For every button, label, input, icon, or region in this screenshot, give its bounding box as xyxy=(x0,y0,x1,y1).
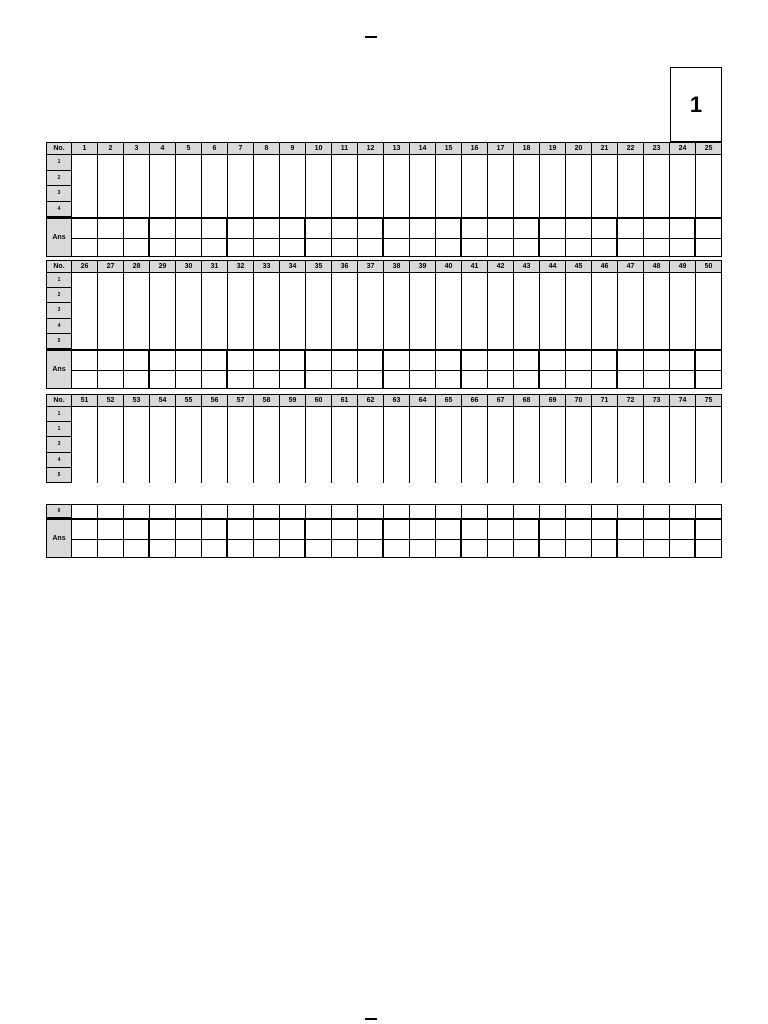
answer-block-1 xyxy=(46,142,722,257)
option-column[interactable] xyxy=(566,273,592,349)
question-number: 41 xyxy=(462,261,488,272)
question-number: 3 xyxy=(124,143,150,154)
option-column[interactable] xyxy=(72,407,98,483)
option-column[interactable] xyxy=(618,273,644,349)
question-number: 62 xyxy=(358,395,384,406)
option-column[interactable] xyxy=(644,407,670,483)
page-number: 1 xyxy=(689,91,703,117)
option-column[interactable] xyxy=(280,273,306,349)
question-number: 30 xyxy=(176,261,202,272)
question-number: 8 xyxy=(254,143,280,154)
block-2-option-columns xyxy=(72,273,722,349)
block-1-answer-divider xyxy=(72,238,722,239)
question-number: 10 xyxy=(306,143,332,154)
block-3-option-columns xyxy=(72,407,722,483)
option-column[interactable] xyxy=(228,504,254,518)
top-page-mark xyxy=(365,36,377,38)
option-column[interactable] xyxy=(514,273,540,349)
option-column[interactable] xyxy=(124,155,150,217)
option-column[interactable] xyxy=(176,155,202,217)
option-label: 2 xyxy=(47,171,71,187)
question-number: 68 xyxy=(514,395,540,406)
option-column[interactable] xyxy=(670,504,696,518)
option-column[interactable] xyxy=(202,504,228,518)
option-column[interactable] xyxy=(540,504,566,518)
question-number: 15 xyxy=(436,143,462,154)
option-column[interactable] xyxy=(332,273,358,349)
option-column[interactable] xyxy=(332,504,358,518)
option-column[interactable] xyxy=(202,273,228,349)
option-column[interactable] xyxy=(150,155,176,217)
question-number: 58 xyxy=(254,395,280,406)
question-number: 5 xyxy=(176,143,202,154)
option-column[interactable] xyxy=(696,504,722,518)
question-number: 47 xyxy=(618,261,644,272)
question-number: 74 xyxy=(670,395,696,406)
ans-label: Ans xyxy=(46,219,72,256)
option-column[interactable] xyxy=(72,504,98,518)
option-column[interactable] xyxy=(644,273,670,349)
option-column[interactable] xyxy=(436,407,462,483)
question-number: 50 xyxy=(696,261,722,272)
option-column[interactable] xyxy=(176,504,202,518)
option-label: 5 xyxy=(47,334,71,349)
question-number: 70 xyxy=(566,395,592,406)
question-number: 9 xyxy=(280,143,306,154)
option-column[interactable] xyxy=(410,155,436,217)
answer-block-3 xyxy=(46,394,722,483)
question-number: 33 xyxy=(254,261,280,272)
option-column[interactable] xyxy=(202,155,228,217)
option-column[interactable] xyxy=(306,273,332,349)
option-column[interactable] xyxy=(124,273,150,349)
option-column[interactable] xyxy=(592,407,618,483)
question-number: 13 xyxy=(384,143,410,154)
option-column[interactable] xyxy=(384,504,410,518)
question-number: 7 xyxy=(228,143,254,154)
question-number: 59 xyxy=(280,395,306,406)
option-label: 3 xyxy=(47,186,71,202)
question-number: 20 xyxy=(566,143,592,154)
option-column[interactable] xyxy=(202,407,228,483)
option-column[interactable] xyxy=(228,273,254,349)
option-column[interactable] xyxy=(670,407,696,483)
question-number: 72 xyxy=(618,395,644,406)
question-number: 45 xyxy=(566,261,592,272)
option-column[interactable] xyxy=(696,155,722,217)
option-column[interactable] xyxy=(228,155,254,217)
option-column[interactable] xyxy=(98,273,124,349)
question-number: 44 xyxy=(540,261,566,272)
question-number: 16 xyxy=(462,143,488,154)
question-number: 35 xyxy=(306,261,332,272)
option-column[interactable] xyxy=(410,504,436,518)
block-1-answer-row xyxy=(46,217,722,257)
option-column[interactable] xyxy=(566,155,592,217)
question-number: 34 xyxy=(280,261,306,272)
question-number: 43 xyxy=(514,261,540,272)
option-column[interactable] xyxy=(566,504,592,518)
option-column[interactable] xyxy=(150,407,176,483)
ans-label: Ans xyxy=(46,351,72,388)
option-column[interactable] xyxy=(98,407,124,483)
option-column[interactable] xyxy=(384,155,410,217)
question-number: 71 xyxy=(592,395,618,406)
option-column[interactable] xyxy=(332,155,358,217)
option-column[interactable] xyxy=(488,273,514,349)
option-column[interactable] xyxy=(462,407,488,483)
question-number: 55 xyxy=(176,395,202,406)
option-column[interactable] xyxy=(462,504,488,518)
block-3-options xyxy=(46,407,722,483)
no-label: No. xyxy=(46,395,72,406)
option-column[interactable] xyxy=(72,155,98,217)
option-label: 3 xyxy=(47,437,71,452)
block-2-answer-divider xyxy=(72,370,722,371)
question-number: 57 xyxy=(228,395,254,406)
option-column[interactable] xyxy=(540,155,566,217)
option-column[interactable] xyxy=(410,273,436,349)
option-label: 5 xyxy=(47,468,71,483)
option-column[interactable] xyxy=(592,504,618,518)
option-label: 4 xyxy=(47,453,71,468)
option-column[interactable] xyxy=(436,273,462,349)
question-number: 22 xyxy=(618,143,644,154)
question-number: 49 xyxy=(670,261,696,272)
question-number: 21 xyxy=(592,143,618,154)
question-number: 53 xyxy=(124,395,150,406)
option-column[interactable] xyxy=(176,273,202,349)
question-number: 14 xyxy=(410,143,436,154)
question-number: 12 xyxy=(358,143,384,154)
question-number: 17 xyxy=(488,143,514,154)
question-number: 69 xyxy=(540,395,566,406)
no-label: No. xyxy=(46,143,72,154)
block-2-answer-row xyxy=(46,349,722,389)
option-column[interactable] xyxy=(98,155,124,217)
question-number: 66 xyxy=(462,395,488,406)
option-label: 2 xyxy=(47,288,71,303)
option-column[interactable] xyxy=(618,504,644,518)
question-number: 29 xyxy=(150,261,176,272)
option-column[interactable] xyxy=(514,407,540,483)
option-column[interactable] xyxy=(514,155,540,217)
option-column[interactable] xyxy=(358,273,384,349)
option-label: 4 xyxy=(47,319,71,334)
question-number: 40 xyxy=(436,261,462,272)
option-column[interactable] xyxy=(254,504,280,518)
option-column[interactable] xyxy=(358,407,384,483)
option-column[interactable] xyxy=(358,155,384,217)
option-label: 4 xyxy=(47,202,71,218)
question-number: 38 xyxy=(384,261,410,272)
option-column[interactable] xyxy=(358,504,384,518)
block-3-answer-row xyxy=(46,518,722,558)
block-3-extra-option-label xyxy=(46,504,72,518)
option-column[interactable] xyxy=(72,273,98,349)
option-label: 3 xyxy=(47,303,71,318)
question-number: 65 xyxy=(436,395,462,406)
option-column[interactable] xyxy=(124,504,150,518)
option-column[interactable] xyxy=(384,407,410,483)
option-column[interactable] xyxy=(98,504,124,518)
question-number: 52 xyxy=(98,395,124,406)
question-number: 24 xyxy=(670,143,696,154)
option-column[interactable] xyxy=(592,273,618,349)
block-3-extra-option xyxy=(46,504,722,518)
option-column[interactable] xyxy=(566,407,592,483)
block-1-option-columns xyxy=(72,155,722,217)
block-3-answer-divider xyxy=(72,539,722,540)
block-1-header-row xyxy=(46,142,722,155)
option-column[interactable] xyxy=(488,504,514,518)
question-number: 25 xyxy=(696,143,722,154)
question-number: 31 xyxy=(202,261,228,272)
option-column[interactable] xyxy=(488,407,514,483)
question-number: 27 xyxy=(98,261,124,272)
option-column[interactable] xyxy=(462,273,488,349)
question-number: 42 xyxy=(488,261,514,272)
question-number: 23 xyxy=(644,143,670,154)
option-label: 1 xyxy=(47,407,71,422)
question-number: 6 xyxy=(202,143,228,154)
question-number: 2 xyxy=(98,143,124,154)
option-column[interactable] xyxy=(618,407,644,483)
option-column[interactable] xyxy=(280,407,306,483)
question-number: 37 xyxy=(358,261,384,272)
option-column[interactable] xyxy=(644,155,670,217)
option-column[interactable] xyxy=(514,504,540,518)
option-column[interactable] xyxy=(254,273,280,349)
question-number: 48 xyxy=(644,261,670,272)
block-3-extra-option-columns xyxy=(72,504,722,518)
option-column[interactable] xyxy=(306,155,332,217)
option-column[interactable] xyxy=(696,273,722,349)
question-number: 36 xyxy=(332,261,358,272)
question-number: 26 xyxy=(72,261,98,272)
option-column[interactable] xyxy=(254,155,280,217)
option-column[interactable] xyxy=(670,273,696,349)
ans-label: Ans xyxy=(46,520,72,557)
option-column[interactable] xyxy=(306,407,332,483)
option-column[interactable] xyxy=(670,155,696,217)
option-column[interactable] xyxy=(592,155,618,217)
block-2-option-labels xyxy=(46,273,72,349)
question-number: 61 xyxy=(332,395,358,406)
option-column[interactable] xyxy=(176,407,202,483)
question-number: 46 xyxy=(592,261,618,272)
option-column[interactable] xyxy=(306,504,332,518)
question-number: 67 xyxy=(488,395,514,406)
question-number: 56 xyxy=(202,395,228,406)
block-3-header-row xyxy=(46,394,722,407)
block-1-options xyxy=(46,155,722,217)
question-number: 75 xyxy=(696,395,722,406)
question-number: 54 xyxy=(150,395,176,406)
option-label: 1 xyxy=(47,273,71,288)
option-column[interactable] xyxy=(540,407,566,483)
block-1-option-labels xyxy=(46,155,72,217)
option-column[interactable] xyxy=(280,504,306,518)
question-number: 51 xyxy=(72,395,98,406)
option-column[interactable] xyxy=(280,155,306,217)
option-column[interactable] xyxy=(488,155,514,217)
block-2-options xyxy=(46,273,722,349)
option-label: 1 xyxy=(47,422,71,437)
bottom-page-mark xyxy=(365,1018,377,1020)
option-column[interactable] xyxy=(228,407,254,483)
option-column[interactable] xyxy=(254,407,280,483)
question-number: 63 xyxy=(384,395,410,406)
question-number: 64 xyxy=(410,395,436,406)
option-column[interactable] xyxy=(124,407,150,483)
question-number: 18 xyxy=(514,143,540,154)
option-column[interactable] xyxy=(150,504,176,518)
question-number: 4 xyxy=(150,143,176,154)
option-column[interactable] xyxy=(384,273,410,349)
option-column[interactable] xyxy=(410,407,436,483)
question-number: 19 xyxy=(540,143,566,154)
option-label: 1 xyxy=(47,155,71,171)
question-number: 28 xyxy=(124,261,150,272)
option-column[interactable] xyxy=(462,155,488,217)
no-label: No. xyxy=(46,261,72,272)
option-column[interactable] xyxy=(618,155,644,217)
option-column[interactable] xyxy=(150,273,176,349)
option-column[interactable] xyxy=(696,407,722,483)
option-column[interactable] xyxy=(332,407,358,483)
block-2-header-row xyxy=(46,260,722,273)
option-column[interactable] xyxy=(644,504,670,518)
question-number: 32 xyxy=(228,261,254,272)
option-label: 6 xyxy=(47,504,71,518)
question-number: 73 xyxy=(644,395,670,406)
option-column[interactable] xyxy=(436,504,462,518)
question-number: 39 xyxy=(410,261,436,272)
answer-block-2 xyxy=(46,260,722,389)
question-number: 60 xyxy=(306,395,332,406)
option-column[interactable] xyxy=(540,273,566,349)
block-3-option-labels xyxy=(46,407,72,483)
question-number: 11 xyxy=(332,143,358,154)
option-column[interactable] xyxy=(436,155,462,217)
question-number: 1 xyxy=(72,143,98,154)
page-number-box xyxy=(670,67,722,142)
block-3-continuation xyxy=(46,504,722,558)
